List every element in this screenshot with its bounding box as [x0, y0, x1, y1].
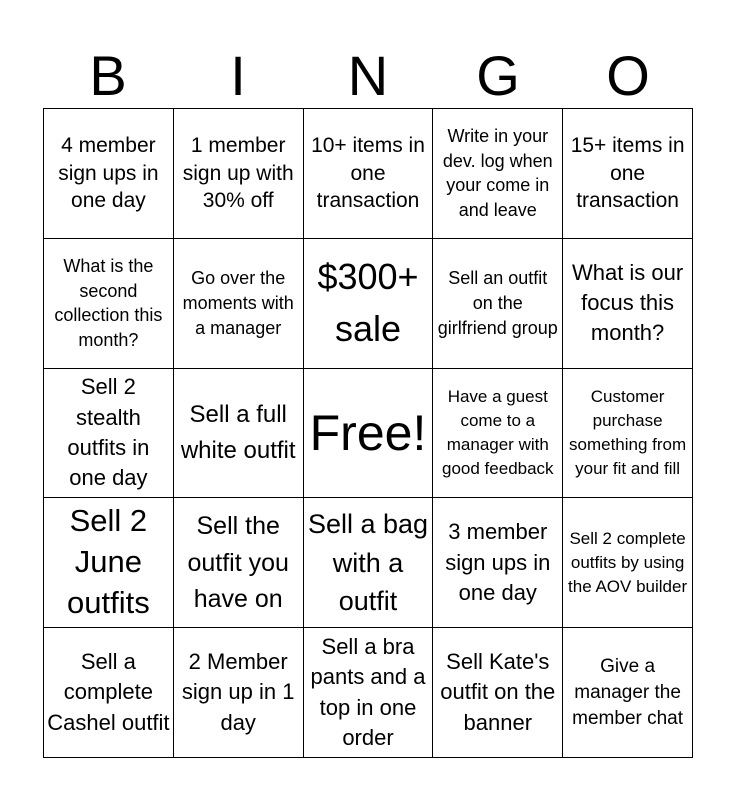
- cell-text: 3 member sign ups in one day: [445, 519, 551, 605]
- bingo-board: [43, 108, 693, 758]
- bingo-cell[interactable]: [44, 239, 174, 369]
- header-letter-o: O: [606, 44, 650, 107]
- cell-text: Give a manager the member chat: [572, 655, 684, 729]
- bingo-cell[interactable]: [563, 628, 693, 758]
- bingo-cell[interactable]: [174, 498, 304, 628]
- cell-text: Sell 2 June outfits: [67, 503, 150, 621]
- bingo-cell[interactable]: [563, 109, 693, 239]
- cell-text: What is the second collection this month?: [54, 255, 163, 350]
- cell-text: Sell a complete Cashel outfit: [47, 649, 170, 735]
- bingo-cell[interactable]: [433, 109, 563, 239]
- cell-text: Sell a bag with a outfit: [307, 509, 429, 616]
- bingo-cell[interactable]: [304, 498, 434, 628]
- cell-text: 2 Member sign up in 1 day: [181, 649, 295, 735]
- cell-text: 1 member sign up with 30% off: [182, 133, 294, 213]
- bingo-cell[interactable]: [44, 628, 174, 758]
- header-letter-n: N: [347, 44, 389, 107]
- cell-text: Sell a full white outfit: [180, 400, 296, 464]
- bingo-cell[interactable]: [44, 369, 174, 499]
- cell-text: Have a guest come to a manager with good feedback: [442, 386, 554, 479]
- cell-text: Go over the moments with a manager: [182, 268, 294, 338]
- cell-text: Sell an outfit on the girlfriend group: [437, 268, 558, 338]
- cell-text: $300+ sale: [317, 256, 419, 350]
- bingo-cell[interactable]: [304, 239, 434, 369]
- cell-text: Write in your dev. log when your come in and leave: [442, 126, 553, 221]
- cell-text: Sell a bra pants and a top in one order: [310, 633, 426, 750]
- cell-text: Sell Kate's outfit on the banner: [440, 649, 556, 735]
- bingo-header: [43, 44, 693, 108]
- cell-text: Sell 2 complete outfits by using the AOV builder: [568, 528, 688, 596]
- bingo-cell[interactable]: [44, 109, 174, 239]
- cell-text: 15+ items in one transaction: [570, 133, 685, 213]
- bingo-cell[interactable]: [174, 109, 304, 239]
- header-letter-g: G: [476, 44, 520, 107]
- bingo-cell[interactable]: [174, 628, 304, 758]
- bingo-cell[interactable]: [44, 498, 174, 628]
- bingo-cell[interactable]: [304, 628, 434, 758]
- bingo-cell[interactable]: [304, 109, 434, 239]
- bingo-cell[interactable]: [433, 369, 563, 499]
- bingo-cell[interactable]: [563, 369, 693, 499]
- header-letter-i: I: [230, 44, 246, 107]
- cell-text: 10+ items in one transaction: [311, 133, 425, 213]
- free-space-text: Free!: [309, 404, 427, 461]
- cell-text: What is our focus this month?: [571, 259, 684, 346]
- bingo-cell[interactable]: [174, 369, 304, 499]
- bingo-cell[interactable]: [433, 628, 563, 758]
- free-space-cell[interactable]: [304, 369, 434, 499]
- bingo-cell[interactable]: [174, 239, 304, 369]
- bingo-cell[interactable]: [563, 498, 693, 628]
- bingo-cell[interactable]: [563, 239, 693, 369]
- cell-text: Customer purchase something from your fit and fill: [569, 386, 687, 479]
- cell-text: Sell the outfit you have on: [187, 512, 289, 613]
- bingo-cell[interactable]: [433, 239, 563, 369]
- cell-text: Sell 2 stealth outfits in one day: [67, 374, 150, 491]
- header-letter-b: B: [89, 44, 127, 107]
- bingo-cell[interactable]: [433, 498, 563, 628]
- cell-text: 4 member sign ups in one day: [58, 133, 159, 213]
